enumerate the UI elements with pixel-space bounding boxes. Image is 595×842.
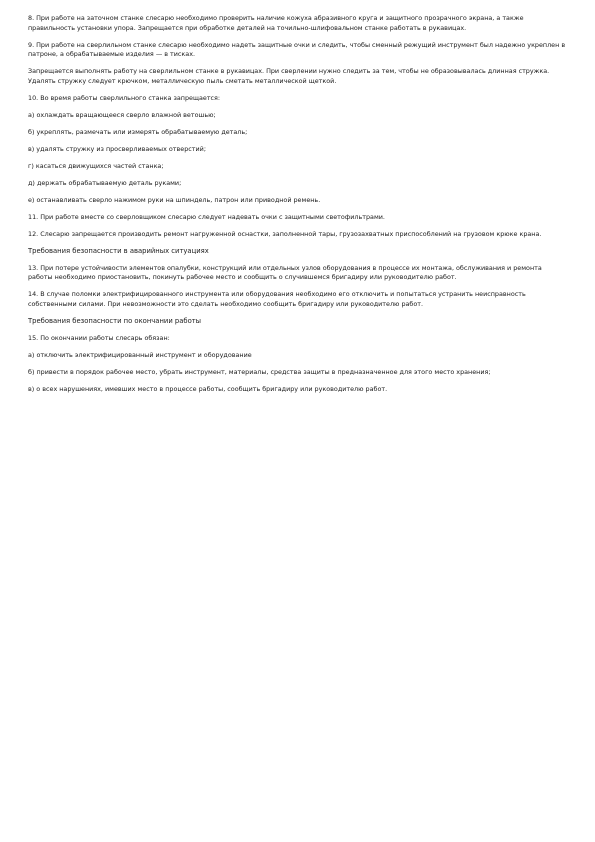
document-paragraph: 14. В случае поломки электрифицированного инструмента или оборудования необходимо его отключить и попытаться устранить неисправность собственными силами. При невозможности это сделать необходимо сообщить бригадиру или руководителю работ. — [28, 290, 526, 308]
document-paragraph: 15. По окончании работы слесарь обязан: — [28, 333, 170, 342]
document-paragraph: 13. При потере устойчивости элементов опалубки, конструкций или отдельных узлов оборудования в процессе их монтажа, обслуживания и ремонта работы необходимо приостановить, покинуть рабочее место и сообщить о случившемся бригадиру или руководителю работ. — [28, 263, 542, 281]
document-paragraph: 8. При работе на заточном станке слесарю необходимо проверить наличие кожуха абразивного круга и защитного прозрачного экрана, а также правильность установки упора. Запрещается при обработке деталей на точильно-шлифовальном станке работать в рукавицах. — [28, 14, 524, 32]
document-paragraph: Запрещается выполнять работу на сверлильном станке в рукавицах. При сверлении нужно следить за тем, чтобы не образовывалась длинная стружка. Удалять стружку следует крючком, металлическую пыль сметать металлической щеткой. — [28, 67, 550, 85]
document-paragraph: е) останавливать сверло нажимом руки на шпиндель, патрон или приводной ремень. — [28, 195, 321, 204]
document-paragraph: а) охлаждать вращающееся сверло влажной ветошью; — [28, 110, 216, 119]
document-paragraph: б) укреплять, размечать или измерять обрабатываемую деталь; — [28, 127, 248, 136]
document-paragraph: 10. Во время работы сверлильного станка запрещается: — [28, 93, 221, 102]
document-paragraph: а) отключить электрифицированный инструмент и оборудование — [28, 350, 252, 359]
document-paragraph: б) привести в порядок рабочее место, убрать инструмент, материалы, средства защиты в предназначенное для этого место хранения; — [28, 367, 491, 376]
document-paragraph: 12. Слесарю запрещается производить ремонт нагруженной оснастки, заполненной тары, грузозахватных приспособлений на грузовом крюке крана. — [28, 229, 542, 238]
document-paragraph: г) касаться движущихся частей станка; — [28, 161, 164, 170]
section-heading: Требования безопасности по окончании работы — [28, 316, 202, 325]
document-paragraph: 9. При работе на сверлильном станке слесарю необходимо надеть защитные очки и следить, чтобы сменный режущий инструмент был надежно укреплен в патроне, а обрабатываемые изделия — в тисках. — [28, 40, 566, 58]
document-paragraph: в) о всех нарушениях, имевших место в процессе работы, сообщить бригадиру или руководителю работ. — [28, 384, 388, 393]
section-heading: Требования безопасности в аварийных ситуациях — [28, 246, 209, 255]
document-paragraph: 11. При работе вместе со сверловщиком слесарю следует надевать очки с защитными светофильтрами. — [28, 212, 385, 221]
document-paragraph: д) держать обрабатываемую деталь руками; — [28, 178, 182, 187]
document-paragraph: в) удалять стружку из просверливаемых отверстий; — [28, 144, 206, 153]
document-page — [28, 14, 568, 402]
